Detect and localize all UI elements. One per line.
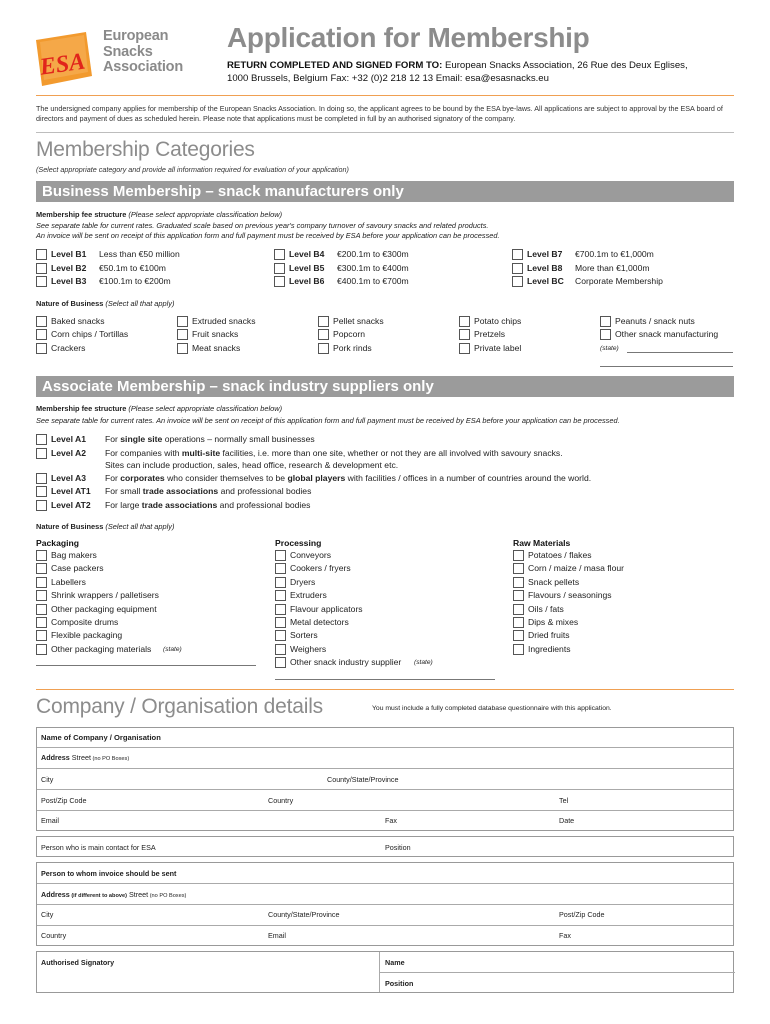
raw-checkbox[interactable] <box>513 630 524 641</box>
signatory-name-field[interactable]: Name <box>385 958 405 967</box>
packaging-option: Labellers <box>51 576 86 587</box>
business-level-key: Level B2 <box>51 263 87 273</box>
raw-materials-heading: Raw Materials <box>513 538 571 548</box>
business-state-line-2[interactable] <box>600 366 733 367</box>
categories-heading: Membership Categories <box>36 138 255 161</box>
business-nature-option: Corn chips / Tortillas <box>51 329 129 339</box>
raw-option: Dips & mixes <box>528 617 579 627</box>
raw-checkbox[interactable] <box>513 550 524 561</box>
business-nature-option: Peanuts / snack nuts <box>615 316 695 326</box>
raw-checkbox[interactable] <box>513 604 524 615</box>
associate-fee-title: Membership fee structure (Please select appropriate classification below) <box>36 404 283 413</box>
business-level-checkbox[interactable] <box>36 249 47 260</box>
associate-level-key: Level AT1 <box>51 486 91 496</box>
business-nature-option: Pellet snacks <box>333 316 384 326</box>
signatory-field[interactable]: Authorised Signatory <box>41 958 115 967</box>
business-nature-checkbox[interactable] <box>600 329 611 340</box>
business-level-option <box>527 263 650 273</box>
business-level-checkbox[interactable] <box>36 276 47 287</box>
intro-text: The undersigned company applies for membership of the European Snacks Association. In doing so, the applicant agrees to be bound by the ESA bye-laws. All applications are subject to approval by the ESA board of directors and payment of dues as scheduled herein. Please note that applications must be completed in full by an authorised signatory of the company. <box>36 104 723 123</box>
packaging-checkbox[interactable] <box>36 550 47 561</box>
logo-wordmark <box>103 29 183 76</box>
business-nature-checkbox[interactable] <box>459 343 470 354</box>
return-address-1: European Snacks Association, 26 Rue des Deux Eglises, <box>442 60 688 71</box>
business-state-line[interactable] <box>627 352 733 353</box>
business-nature-option: Crackers <box>51 343 86 353</box>
business-level-option <box>51 263 166 273</box>
business-nature-checkbox[interactable] <box>177 329 188 340</box>
associate-level-option <box>51 473 591 483</box>
associate-level-desc-part: For small <box>105 486 143 496</box>
associate-a2-line-2: Sites can include production, sales, head office, research & development etc. <box>105 460 399 470</box>
categories-hint: (Select appropriate category and provide all information required for evaluation of your application) <box>36 165 349 174</box>
processing-checkbox[interactable] <box>275 657 286 668</box>
processing-heading: Processing <box>275 538 322 548</box>
return-line-2: 1000 Brussels, Belgium Fax: +32 (0)2 218 12 13 Email: esa@esasnacks.eu <box>227 73 549 84</box>
contact-position-field[interactable]: Position <box>385 843 411 852</box>
invoice-box <box>36 862 734 946</box>
business-fee-note-2: An invoice will be sent on receipt of this application form and full payment must be received by ESA before your application can be processed. <box>36 231 500 240</box>
business-nature-checkbox[interactable] <box>36 329 47 340</box>
raw-option: Ingredients <box>528 643 571 654</box>
business-level-option <box>289 276 409 286</box>
company-note: You must include a fully completed database questionnaire with this application. <box>372 705 612 712</box>
business-nature-option: Meat snacks <box>192 343 241 353</box>
packaging-checkbox[interactable] <box>36 604 47 615</box>
processing-checkbox[interactable] <box>275 563 286 574</box>
associate-fee-note: See separate table for current rates. An invoice will be sent on receipt of this application form and full payment must be received by ESA before your application can be processed. <box>36 416 620 425</box>
business-level-key: Level B3 <box>51 276 87 286</box>
company-divider <box>36 689 734 690</box>
associate-level-desc-part: single site <box>120 434 163 444</box>
business-level-checkbox[interactable] <box>512 249 523 260</box>
company-county-field[interactable]: County/State/Province <box>327 775 399 784</box>
associate-level-desc-part: corporates <box>120 473 165 483</box>
associate-level-option <box>51 500 310 510</box>
business-level-checkbox[interactable] <box>512 263 523 274</box>
logo-line-2: Snacks <box>103 43 153 60</box>
associate-state-line[interactable] <box>275 679 495 680</box>
raw-checkbox[interactable] <box>513 577 524 588</box>
invoice-city-field[interactable]: City <box>41 910 54 919</box>
business-nature-option: Private label <box>474 343 522 353</box>
business-level-key: Level B5 <box>289 263 325 273</box>
business-level-key: Level B4 <box>289 249 325 259</box>
processing-checkbox[interactable] <box>275 590 286 601</box>
raw-checkbox[interactable] <box>513 563 524 574</box>
associate-level-checkbox[interactable] <box>36 473 47 484</box>
associate-level-desc-part: trade associations <box>142 486 219 496</box>
business-level-desc: €700.1m to €1,000m <box>575 249 654 259</box>
business-level-option <box>51 249 180 259</box>
packaging-checkbox[interactable] <box>36 630 47 641</box>
business-level-option <box>289 249 409 259</box>
associate-level-checkbox[interactable] <box>36 448 47 459</box>
raw-option: Snack pellets <box>528 576 580 587</box>
packaging-option: Case packers <box>51 563 104 574</box>
invoice-address-field[interactable]: Address (if different to above) Street (no PO Boxes) <box>41 890 187 899</box>
associate-bar: Associate Membership – snack industry suppliers only <box>36 376 734 397</box>
business-fee-note-1: See separate table for current rates. Graduated scale based on previous year's company turnover of savoury snacks and related products. <box>36 221 489 230</box>
business-nature-checkbox[interactable] <box>36 343 47 354</box>
business-nature-checkbox[interactable] <box>459 316 470 327</box>
logo-mark-text: ESA <box>38 48 87 81</box>
logo-line-3: Association <box>103 59 183 75</box>
processing-checkbox[interactable] <box>275 577 286 588</box>
business-level-option <box>527 276 663 286</box>
associate-level-option <box>51 486 311 496</box>
business-bar: Business Membership – snack manufacturers only <box>36 181 734 202</box>
company-postzip-field[interactable]: Post/Zip Code <box>41 796 87 805</box>
business-level-desc: €200.1m to €300m <box>337 249 409 259</box>
business-nature-checkbox[interactable] <box>600 316 611 327</box>
business-level-desc: Less than €50 million <box>99 249 180 259</box>
contact-box <box>36 836 734 857</box>
processing-option: Flavour applicators <box>290 603 363 614</box>
processing-checkbox[interactable] <box>275 644 286 655</box>
intro-divider <box>36 132 734 133</box>
business-level-desc: €400.1m to €700m <box>337 276 409 286</box>
company-details-box <box>36 727 734 831</box>
business-nature-option: Pork rinds <box>333 343 372 353</box>
associate-level-key: Level A2 <box>51 448 87 458</box>
business-fee-title: Membership fee structure (Please select appropriate classification below) <box>36 210 283 219</box>
business-nature-option: Pretzels <box>474 329 506 339</box>
invoice-postzip-field[interactable]: Post/Zip Code <box>559 910 605 919</box>
packaging-option: Bag makers <box>51 550 97 560</box>
business-level-checkbox[interactable] <box>36 263 47 274</box>
company-email-field[interactable]: Email <box>41 816 59 825</box>
processing-option: Cookers / fryers <box>290 563 351 574</box>
associate-level-checkbox[interactable] <box>36 500 47 511</box>
business-nature-title: Nature of Business (Select all that apply) <box>36 299 175 308</box>
associate-level-key: Level AT2 <box>51 500 91 510</box>
signatory-position-field[interactable]: Position <box>385 979 414 988</box>
associate-level-desc-part: For <box>105 434 121 444</box>
associate-state-hint: (state) <box>163 646 182 653</box>
business-level-option <box>289 263 409 273</box>
company-tel-field[interactable]: Tel <box>559 796 569 805</box>
associate-level-desc-part: For large <box>105 500 142 510</box>
associate-level-checkbox[interactable] <box>36 486 47 497</box>
processing-checkbox[interactable] <box>275 550 286 561</box>
associate-level-desc-part: trade associations <box>141 500 218 510</box>
business-nature-checkbox[interactable] <box>177 343 188 354</box>
business-nature-option: Fruit snacks <box>192 329 239 339</box>
business-level-checkbox[interactable] <box>274 276 285 287</box>
associate-level-desc-part: with facilities / offices in a number of countries around the world. <box>345 473 592 483</box>
business-level-option <box>527 249 654 259</box>
company-fax-field[interactable]: Fax <box>385 816 397 825</box>
page-title: Application for Membership <box>227 22 590 53</box>
business-level-key: Level BC <box>527 276 564 286</box>
business-level-checkbox[interactable] <box>274 263 285 274</box>
packaging-checkbox[interactable] <box>36 617 47 628</box>
business-level-desc: Corporate Membership <box>575 276 663 286</box>
raw-checkbox[interactable] <box>513 617 524 628</box>
business-state-hint: (state) <box>600 345 619 352</box>
company-address-field[interactable]: Address Street (no PO Boxes) <box>41 753 130 762</box>
business-level-key: Level B8 <box>527 263 563 273</box>
processing-checkbox[interactable] <box>275 630 286 641</box>
raw-option: Oils / fats <box>528 603 564 614</box>
associate-level-desc-part: operations – normally small businesses <box>162 434 315 444</box>
business-level-checkbox[interactable] <box>512 276 523 287</box>
associate-level-checkbox[interactable] <box>36 434 47 445</box>
associate-level-desc-part: global players <box>287 473 346 483</box>
invoice-country-field[interactable]: Country <box>41 931 67 940</box>
processing-option: Weighers <box>290 643 327 654</box>
invoice-person-field[interactable]: Person to whom invoice should be sent <box>41 869 177 878</box>
raw-option: Flavours / seasonings <box>528 590 612 601</box>
company-city-field[interactable]: City <box>41 775 54 784</box>
packaging-checkbox[interactable] <box>36 590 47 601</box>
business-level-checkbox[interactable] <box>274 249 285 260</box>
contact-person-field[interactable]: Person who is main contact for ESA <box>41 843 156 852</box>
business-nature-checkbox[interactable] <box>318 329 329 340</box>
business-level-desc: €50.1m to €100m <box>99 263 166 273</box>
raw-checkbox[interactable] <box>513 590 524 601</box>
processing-option: Metal detectors <box>290 617 349 627</box>
processing-option: Dryers <box>290 576 316 587</box>
company-date-field[interactable]: Date <box>559 816 575 825</box>
business-nature-checkbox[interactable] <box>36 316 47 327</box>
business-nature-checkbox[interactable] <box>459 329 470 340</box>
signatory-box <box>36 951 734 993</box>
company-name-field[interactable]: Name of Company / Organisation <box>41 733 161 742</box>
packaging-checkbox[interactable] <box>36 644 47 655</box>
associate-state-hint: (state) <box>414 659 433 666</box>
processing-option: Extruders <box>290 590 327 601</box>
processing-checkbox[interactable] <box>275 604 286 615</box>
business-nature-option: Popcorn <box>333 329 366 339</box>
logo-line-1: European <box>103 28 169 44</box>
raw-option: Potatoes / flakes <box>528 550 592 560</box>
business-nature-checkbox[interactable] <box>318 343 329 354</box>
business-nature-checkbox[interactable] <box>177 316 188 327</box>
associate-level-key: Level A1 <box>51 434 87 444</box>
associate-level-key: Level A3 <box>51 473 87 483</box>
business-level-desc: More than €1,000m <box>575 263 650 273</box>
associate-level-desc-part: multi-site <box>181 448 221 458</box>
associate-level-option <box>51 434 315 444</box>
associate-level-desc-part: and professional bodies <box>218 486 312 496</box>
packaging-option: Composite drums <box>51 617 119 627</box>
invoice-email-field[interactable]: Email <box>268 931 286 940</box>
processing-checkbox[interactable] <box>275 617 286 628</box>
associate-level-desc-part: For <box>105 473 121 483</box>
associate-level-desc-part: facilities, i.e. more than one site, whether or not they are all involved with savoury snacks. <box>220 448 563 458</box>
processing-option: Sorters <box>290 630 318 641</box>
packaging-heading: Packaging <box>36 538 79 548</box>
packaging-option: Other packaging equipment <box>51 603 157 614</box>
business-nature-checkbox[interactable] <box>318 316 329 327</box>
raw-option: Dried fruits <box>528 630 570 641</box>
packaging-option: Shrink wrappers / palletisers <box>51 590 159 601</box>
packaging-option: Other packaging materials <box>51 643 152 654</box>
esa-logo-mark <box>30 26 96 92</box>
business-level-desc: €300.1m to €400m <box>337 263 409 273</box>
invoice-fax-field[interactable]: Fax <box>559 931 571 940</box>
return-line-1 <box>227 60 688 71</box>
company-heading: Company / Organisation details <box>36 695 323 718</box>
processing-option: Other snack industry supplier <box>290 657 402 668</box>
return-label: RETURN COMPLETED AND SIGNED FORM TO: <box>227 60 443 71</box>
associate-level-desc-part: who consider themselves to be <box>164 473 288 483</box>
associate-nature-title: Nature of Business (Select all that apply) <box>36 522 175 531</box>
business-level-desc: €100.1m to €200m <box>99 276 171 286</box>
packaging-checkbox[interactable] <box>36 577 47 588</box>
packaging-option: Flexible packaging <box>51 630 123 641</box>
associate-level-desc-part: For companies with <box>105 448 182 458</box>
company-country-field[interactable]: Country <box>268 796 294 805</box>
processing-option: Conveyors <box>290 550 332 560</box>
business-nature-option: Other snack manufacturing <box>615 329 719 339</box>
business-nature-option: Potato chips <box>474 316 522 326</box>
business-nature-option: Baked snacks <box>51 316 105 326</box>
header-divider <box>36 95 734 96</box>
associate-level-desc-part: and professional bodies <box>217 500 311 510</box>
associate-state-line[interactable] <box>36 665 256 666</box>
raw-option: Corn / maize / masa flour <box>528 563 624 574</box>
raw-checkbox[interactable] <box>513 644 524 655</box>
associate-level-option <box>51 448 563 458</box>
business-nature-option: Extruded snacks <box>192 316 256 326</box>
invoice-county-field[interactable]: County/State/Province <box>268 910 340 919</box>
business-level-key: Level B1 <box>51 249 87 259</box>
packaging-checkbox[interactable] <box>36 563 47 574</box>
business-level-option <box>51 276 171 286</box>
business-level-key: Level B7 <box>527 249 563 259</box>
business-level-key: Level B6 <box>289 276 325 286</box>
